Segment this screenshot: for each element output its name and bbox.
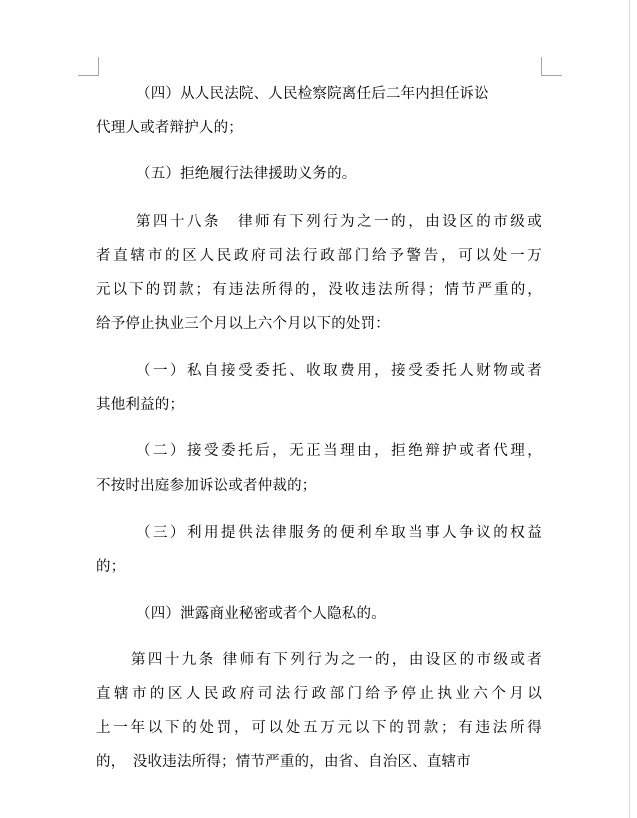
margin-corner-top-right (541, 57, 562, 76)
text-line: （二）接受委托后，无正当理由，拒绝辩护或者代理， (136, 443, 542, 459)
page-edge-divider (629, 0, 630, 818)
text-line: 的； (96, 559, 126, 575)
text-line: 不按时出庭参加诉讼或者仲裁的； (96, 478, 317, 494)
text-line: （一）私自接受委托、收取费用，接受委托人财物或者 (136, 363, 542, 379)
text-line: 上一年以下的处罚，可以处五万元以下的罚款；有违法所得 (96, 720, 542, 736)
text-line: 给予停止执业三个月以上六个月以下的处罚： (96, 316, 390, 332)
text-line: 第四十九条 律师有下列行为之一的，由设区的市级或者 (131, 652, 542, 668)
text-line: （三）利用提供法律服务的便利牟取当事人争议的权益 (136, 525, 542, 541)
text-line: 者直辖市的区人民政府司法行政部门给予警告，可以处一万 (96, 248, 542, 264)
text-line: 第四十八条 律师有下列行为之一的，由设区的市级或 (136, 214, 542, 230)
text-line: 代理人或者辩护人的； (96, 120, 243, 136)
text-line: （五）拒绝履行法律援助义务的。 (136, 166, 357, 182)
text-line: 直辖市的区人民政府司法行政部门给予停止执业六个月以 (96, 686, 542, 702)
text-line: （四）从人民法院、人民检察院离任后二年内担任诉讼 (136, 86, 489, 102)
text-line: 其他利益的； (96, 397, 185, 413)
margin-corner-top-left (78, 57, 99, 76)
text-line: （四）泄露商业秘密或者个人隐私的。 (136, 606, 386, 622)
text-line: 元以下的罚款；有违法所得的，没收违法所得；情节严重的， (96, 282, 542, 298)
text-line: 的， 没收违法所得；情节严重的，由省、自治区、直辖市 (96, 754, 471, 770)
